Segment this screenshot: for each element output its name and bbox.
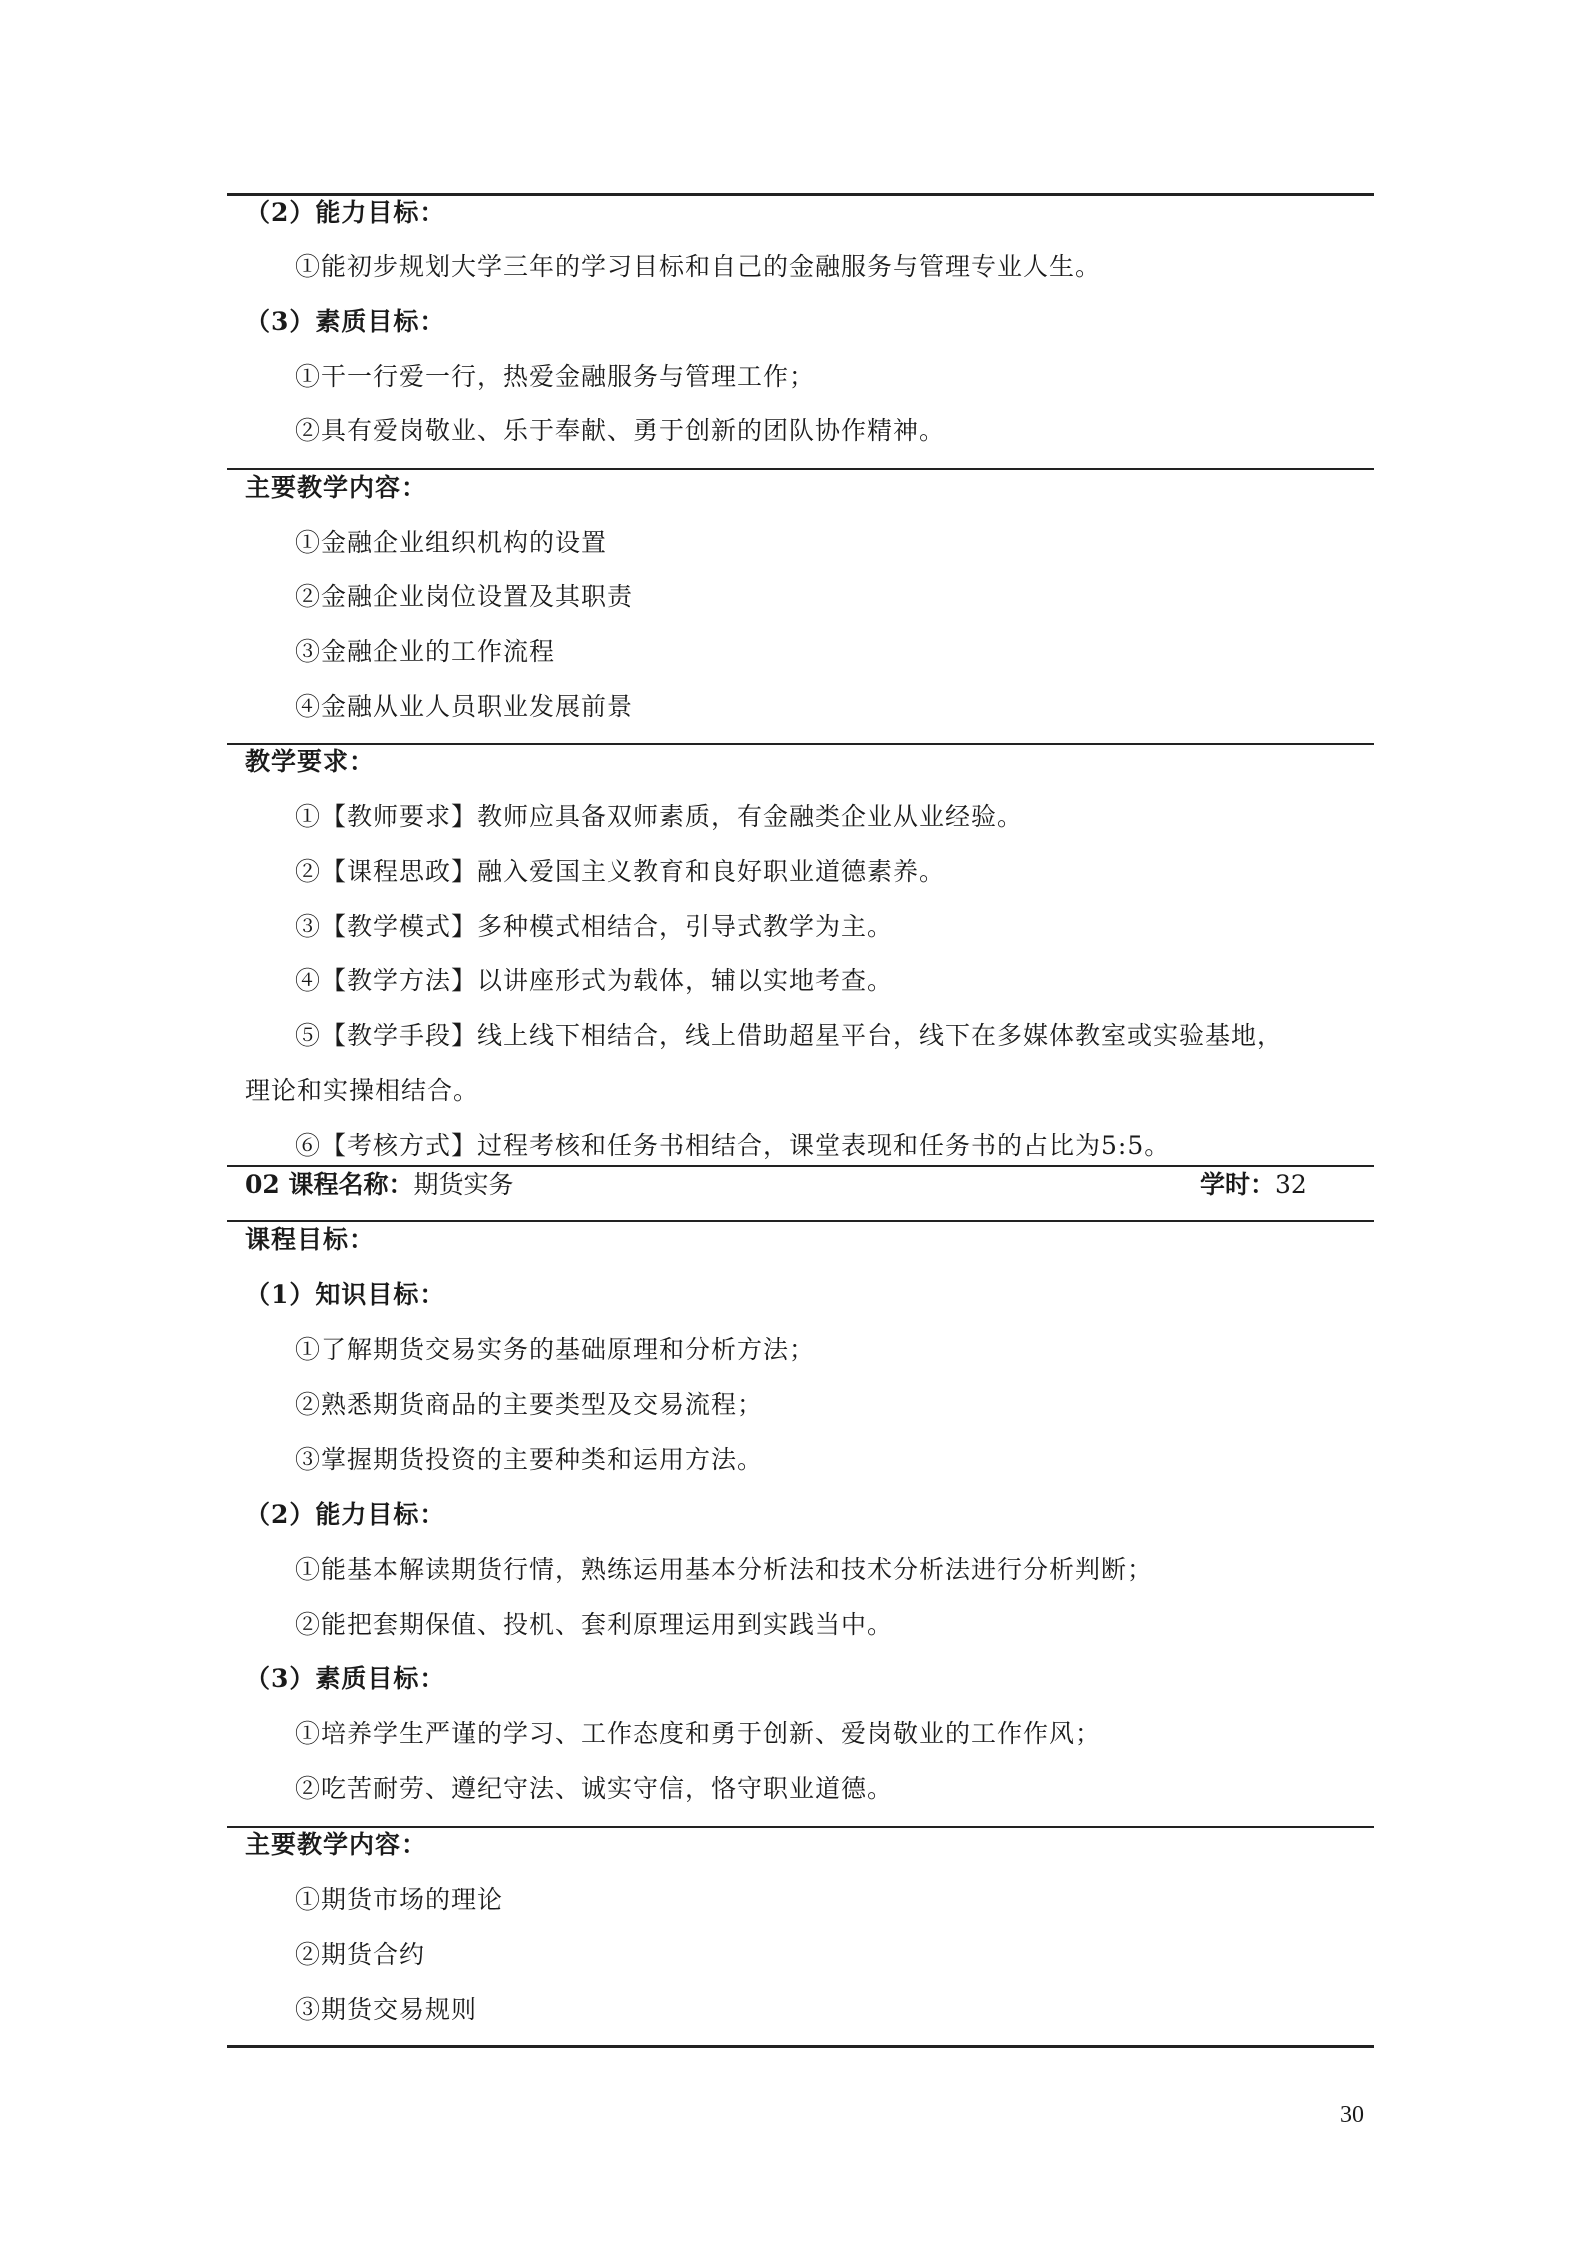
quality-goal-item: ①培养学生严谨的学习、工作态度和勇于创新、爱岗敬业的工作作风；: [295, 1719, 1102, 1748]
course-name-label: 02 课程名称：: [245, 1170, 414, 1199]
quality-goals-heading: （3）素质目标：: [245, 1664, 446, 1693]
requirement-item: ①【教师要求】教师应具备双师素质，有金融类企业从业经验。: [295, 802, 1024, 831]
course-name-value: 期货实务: [413, 1170, 514, 1199]
table-top-border: [227, 193, 1374, 196]
course-hours-value: 32: [1275, 1170, 1307, 1199]
requirement-item: ⑤【教学手段】线上线下相结合，线上借助超星平台，线下在多媒体教室或实验基地，: [295, 1021, 1284, 1050]
teaching-requirements-heading: 教学要求：: [245, 747, 376, 776]
requirement-item: ③【教学模式】多种模式相结合，引导式教学为主。: [295, 912, 894, 941]
teaching-content-heading: 主要教学内容：: [245, 1830, 428, 1859]
course-goals-heading: 课程目标：: [245, 1225, 376, 1254]
content-item: ③期货交易规则: [295, 1995, 478, 2024]
quality-goal-item: ①干一行爱一行，热爱金融服务与管理工作；: [295, 362, 816, 391]
ability-goal-item: ②能把套期保值、投机、套利原理运用到实践当中。: [295, 1610, 894, 1639]
content-item: ③金融企业的工作流程: [295, 637, 556, 666]
knowledge-goal-item: ②熟悉期货商品的主要类型及交易流程；: [295, 1390, 764, 1419]
course-hours: [1200, 1170, 1307, 1200]
knowledge-goals-heading: （1）知识目标：: [245, 1280, 446, 1309]
ability-goal-item: ①能初步规划大学三年的学习目标和自己的金融服务与管理专业人生。: [295, 252, 1102, 281]
requirement-item: ②【课程思政】融入爱国主义教育和良好职业道德素养。: [295, 857, 946, 886]
table-bottom-border: [227, 2045, 1374, 2048]
teaching-content-heading: 主要教学内容：: [245, 473, 428, 502]
requirement-item: ⑥【考核方式】过程考核和任务书相结合，课堂表现和任务书的占比为5:5。: [295, 1131, 1171, 1160]
knowledge-goal-item: ①了解期货交易实务的基础原理和分析方法；: [295, 1335, 816, 1364]
course-name: [245, 1170, 514, 1200]
requirement-item: ④【教学方法】以讲座形式为载体，辅以实地考查。: [295, 966, 894, 995]
row-divider: [227, 1165, 1374, 1167]
quality-goal-item: ②具有爱岗敬业、乐于奉献、勇于创新的团队协作精神。: [295, 416, 946, 445]
ability-goals-heading: （2）能力目标：: [245, 198, 446, 227]
requirement-item-continued: 理论和实操相结合。: [245, 1076, 480, 1105]
content-item: ②金融企业岗位设置及其职责: [295, 582, 634, 611]
quality-goal-item: ②吃苦耐劳、遵纪守法、诚实守信，恪守职业道德。: [295, 1774, 894, 1803]
page-number: 30: [1340, 2102, 1364, 2128]
row-divider: [227, 468, 1374, 470]
content-item: ④金融从业人员职业发展前景: [295, 692, 634, 721]
content-item: ①金融企业组织机构的设置: [295, 528, 608, 557]
row-divider: [227, 1826, 1374, 1828]
content-item: ②期货合约: [295, 1940, 426, 1969]
ability-goals-heading: （2）能力目标：: [245, 1500, 446, 1529]
course-hours-label: 学时：: [1200, 1170, 1276, 1199]
ability-goal-item: ①能基本解读期货行情，熟练运用基本分析法和技术分析法进行分析判断；: [295, 1555, 1154, 1584]
quality-goals-heading: （3）素质目标：: [245, 307, 446, 336]
knowledge-goal-item: ③掌握期货投资的主要种类和运用方法。: [295, 1445, 764, 1474]
row-divider: [227, 743, 1374, 745]
content-item: ①期货市场的理论: [295, 1885, 504, 1914]
row-divider: [227, 1220, 1374, 1222]
